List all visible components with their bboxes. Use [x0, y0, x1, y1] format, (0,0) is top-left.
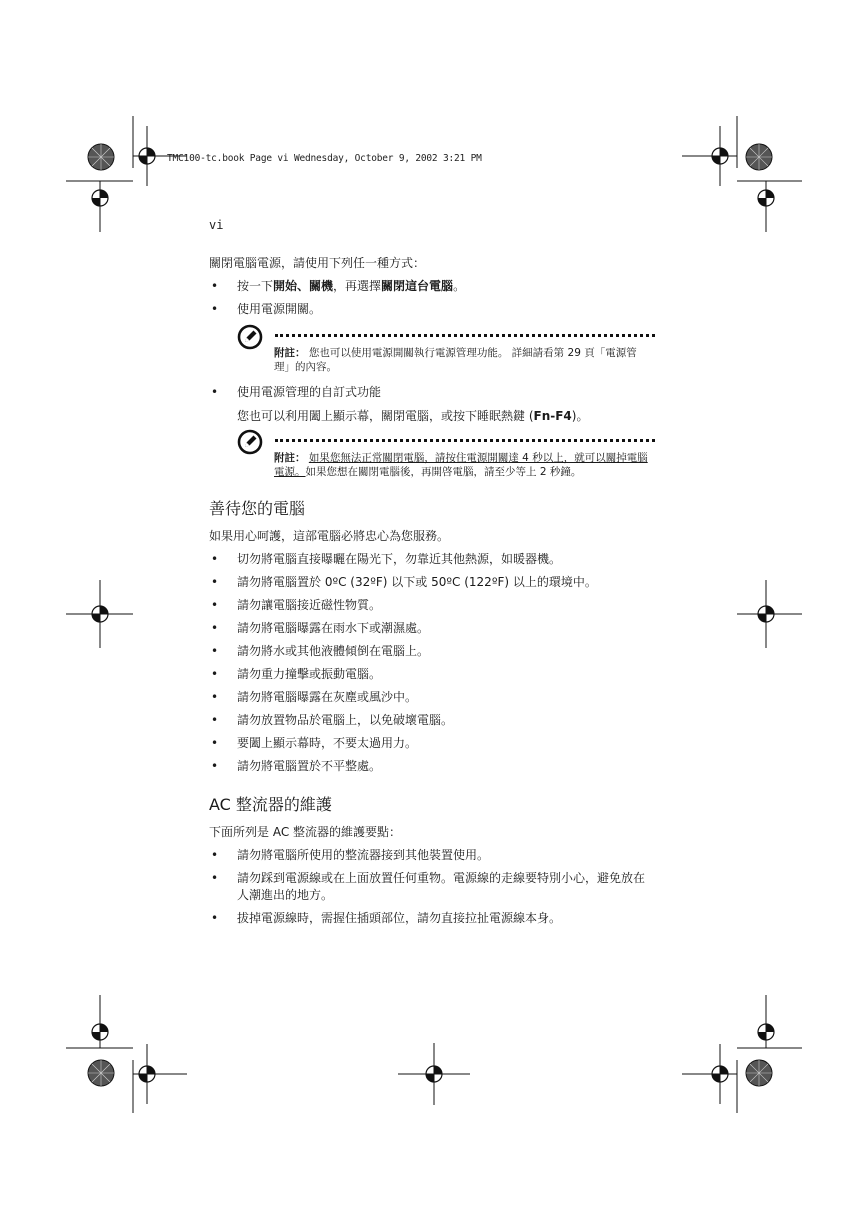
bullet-text: 請勿讓電腦接近磁性物質。 — [237, 598, 382, 612]
care-heading: 善待您的電腦 — [209, 499, 306, 518]
list-item — [209, 597, 649, 614]
bullet-marker: • — [211, 736, 219, 750]
star-target-icon — [744, 142, 774, 172]
bullet-marker: • — [211, 552, 219, 566]
bullet-marker: • — [211, 871, 219, 885]
bullet-text: 使用電源開關。 — [237, 302, 322, 316]
bullet-text-mid: ，再選擇 — [333, 279, 382, 293]
list-item — [209, 620, 649, 637]
registration-target-icon — [754, 1020, 778, 1044]
list-item — [209, 689, 649, 706]
ac-adapter-heading: AC 整流器的維護 — [209, 795, 332, 814]
bullet-marker: • — [211, 302, 219, 316]
list-item — [209, 384, 649, 401]
registration-target-icon — [754, 602, 778, 626]
list-item — [209, 735, 649, 752]
bullet-text: 要闔上顯示幕時，不要太過用力。 — [237, 736, 418, 750]
menu-start-shutdown: 開始、關機 — [273, 279, 334, 293]
bullet-text: 請勿將電腦曝露在灰塵或風沙中。 — [237, 690, 418, 704]
registration-target-icon — [708, 144, 732, 168]
registration-target-icon — [88, 1020, 112, 1044]
star-target-icon — [86, 1058, 116, 1088]
bullet-text: 請勿重力撞擊或振動電腦。 — [237, 667, 382, 681]
bullet-text-pre: 按一下 — [237, 279, 274, 293]
bullet-marker: • — [211, 848, 219, 862]
note-box — [237, 324, 649, 374]
note-body: 如果您想在關閉電腦後，再開啓電腦，請至少等上 2 秒鐘。 — [305, 466, 582, 478]
bullet-text: 請勿將電腦置於 0ºC (32ºF) 以下或 50ºC (122ºF) 以上的環境中。 — [237, 575, 597, 589]
bullet-text: 請勿將電腦所使用的整流器接到其他裝置使用。 — [237, 848, 490, 862]
shutdown-intro: 關閉電腦電源，請使用下列任一種方式： — [209, 256, 426, 270]
sub-text-post: )。 — [571, 409, 589, 423]
page-folio: vi — [209, 218, 224, 232]
bullet-marker: • — [211, 713, 219, 727]
note-underlined-text: 如果您無法正常關閉電腦，請按住電源開關達 4 秒以上，就可以關掉電腦電源。 — [274, 452, 648, 478]
bullet-text: 請勿將電腦曝露在雨水下或潮濕處。 — [237, 621, 430, 635]
list-item — [209, 712, 649, 729]
list-item — [209, 643, 649, 660]
bullet-marker: • — [211, 690, 219, 704]
note-box — [237, 429, 649, 479]
ac-list — [209, 847, 649, 927]
bullet-marker: • — [211, 385, 219, 399]
bullet-marker: • — [211, 911, 219, 925]
sleep-hotkey: Fn-F4 — [533, 409, 572, 423]
registration-target-icon — [422, 1062, 446, 1086]
star-target-icon — [86, 142, 116, 172]
ac-intro: 下面所列是 AC 整流器的維護要點： — [209, 825, 402, 839]
note-pencil-icon — [237, 324, 263, 350]
bullet-text: 拔掉電源線時，需握住插頭部位，請勿直接拉扯電源線本身。 — [237, 911, 562, 925]
registration-target-icon — [708, 1062, 732, 1086]
registration-target-icon — [135, 144, 159, 168]
list-item — [209, 910, 649, 927]
bullet-marker: • — [211, 644, 219, 658]
list-item — [209, 847, 649, 864]
note-dotted-rule — [275, 334, 655, 337]
registration-target-icon — [135, 1062, 159, 1086]
bullet-text: 切勿將電腦直接曝曬在陽光下，勿靠近其他熱源，如暖器機。 — [237, 552, 562, 566]
registration-target-icon — [754, 186, 778, 210]
print-slug: TMC100-tc.book Page vi Wednesday, October 9, 2002 3:21 PM — [167, 153, 482, 164]
list-item — [209, 666, 649, 683]
bullet-marker: • — [211, 667, 219, 681]
star-target-icon — [744, 1058, 774, 1088]
bullet-text: 請勿放置物品於電腦上，以免破壞電腦。 — [237, 713, 454, 727]
list-item — [209, 758, 649, 775]
bullet-marker: • — [211, 759, 219, 773]
note-dotted-rule — [275, 439, 655, 442]
bullet-marker: • — [211, 621, 219, 635]
page-content — [209, 254, 649, 933]
note-body: 您也可以使用電源開關執行電源管理功能。 詳細請看第 29 頁「電源管理」的內容。 — [274, 347, 637, 373]
bullet-text-post: 。 — [453, 279, 466, 293]
registration-target-icon — [88, 186, 112, 210]
note-label: 附註： — [274, 347, 306, 359]
bullet-text: 請勿將電腦置於不平整處。 — [237, 759, 382, 773]
bullet-marker: • — [211, 279, 219, 293]
list-item — [209, 301, 649, 318]
care-list — [209, 551, 649, 775]
bullet-text: 請勿踩到電源線或在上面放置任何重物。電源線的走線要特別小心，避免放在人潮進出的地方。 — [237, 871, 646, 902]
bullet-text: 請勿將水或其他液體傾倒在電腦上。 — [237, 644, 430, 658]
list-item — [209, 551, 649, 568]
note-label: 附註： — [274, 452, 306, 464]
list-item — [209, 870, 649, 904]
note-pencil-icon — [237, 429, 263, 455]
menu-turn-off-computer: 關閉這台電腦 — [381, 279, 454, 293]
bullet-marker: • — [211, 598, 219, 612]
registration-target-icon — [88, 602, 112, 626]
bullet-text: 使用電源管理的自訂式功能 — [237, 385, 382, 399]
care-intro: 如果用心呵護，這部電腦必將忠心為您服務。 — [209, 529, 450, 543]
list-item — [209, 278, 649, 295]
sub-text-pre: 您也可以利用闔上顯示幕，關閉電腦，或按下睡眠熱鍵 ( — [237, 409, 534, 423]
bullet-marker: • — [211, 575, 219, 589]
sub-paragraph — [209, 407, 649, 425]
list-item — [209, 574, 649, 591]
